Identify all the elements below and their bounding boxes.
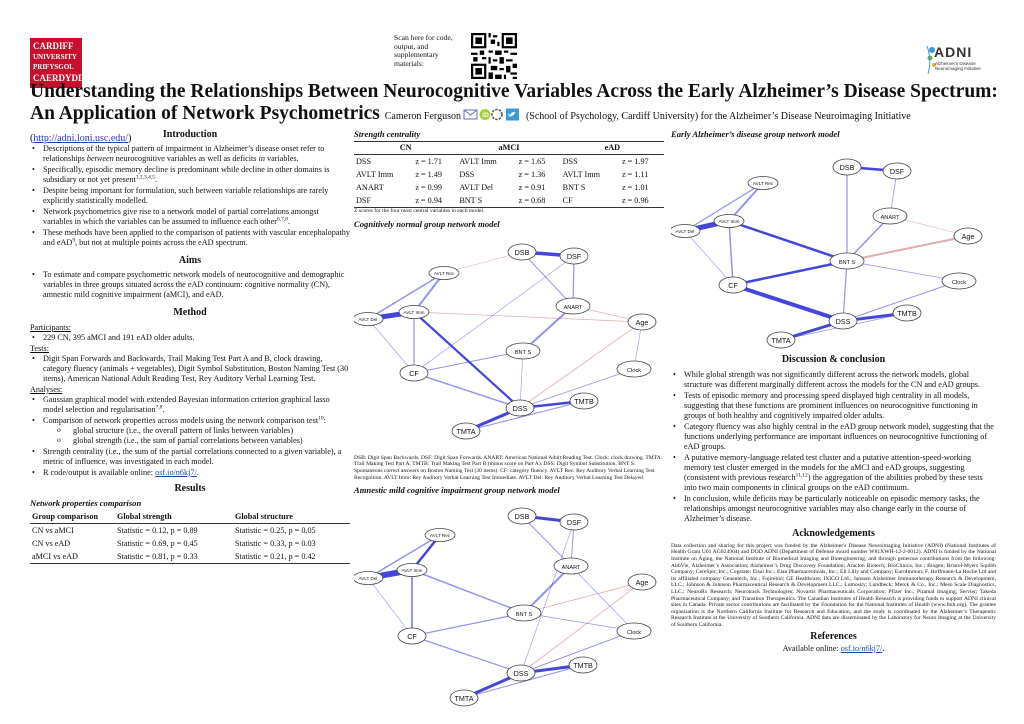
network-edge (412, 636, 521, 673)
network-edge (733, 261, 847, 285)
network-edge (685, 231, 733, 285)
list-item: • Specifically, episodic memory decline is predominant while decline in other domains is subsidiary or not yet present$^{1,2,3,4,5}$. (30, 165, 350, 185)
network-node-label: AVLT Del (358, 575, 378, 581)
poster-title: Understanding the Relationships Between Neurocognitive Variables Across the Early Alzheimer’s Disease Spectrum: An Application of Network Psychometrics Cameron Ferguson iD (School of Psychology, Cardiff University) for the Alzheimer’s Disease Neuroimaging Initiative (http://adni.loni.usc.edu/) (30, 81, 998, 144)
network-node-label: TMTB (897, 309, 917, 319)
network-node-label: CF (409, 368, 419, 378)
network-edge (414, 351, 523, 373)
network-node-label: Age (961, 232, 975, 242)
network-edge (843, 261, 847, 321)
osf-link[interactable]: osf.io/n6kj7/ (155, 467, 197, 477)
ead-network-graph (671, 141, 993, 349)
network-node-label: DSB (514, 247, 530, 257)
column-header: Global strength (115, 510, 233, 524)
network-properties-title: Network properties comparison (30, 497, 142, 508)
list-item: • Gaussian graphical model with extended Bayesian information criterion graphical lasso model selection and regularisation$^{7,8}$. (30, 395, 350, 415)
cardiff-university-logo: CARDIFF UNIVERSITY PRIFYSGOL CAERDYDD (30, 38, 82, 88)
svg-text:iD: iD (482, 112, 490, 120)
list-item: • While global strength was not significantly different across the network models, global structure was different marginally different across the models for the CN and eAD groups. (671, 370, 996, 390)
network-node-label: AVLT Del (358, 316, 378, 322)
network-node-label: DSS (512, 403, 528, 413)
network-node-label: ANART (563, 304, 583, 311)
twitter-icon[interactable] (506, 109, 519, 121)
email-icon[interactable] (464, 110, 477, 119)
column-header: Global structure (233, 510, 350, 524)
references-heading: References (810, 630, 857, 642)
list-item: o global structure (i.e., the overall pattern of links between variables) (43, 426, 350, 436)
network-node-label: AVLT Rec (752, 181, 774, 187)
table-row: ANART z = 0.99 AVLT Del z = 0.91 BNT S z = 1.01 (356, 182, 649, 192)
network-edge (368, 578, 412, 636)
amci-network-graph (354, 498, 659, 718)
network-node-label: Age (635, 577, 649, 587)
network-node-label: BNT S (514, 349, 532, 356)
list-item: • R code/output is available online: osf.io/n6kj7/. (30, 468, 350, 478)
network-edge (847, 261, 959, 281)
network-node-label: ANART (880, 215, 900, 222)
aims-heading: Aims (178, 255, 202, 267)
network-node-label: TMTA (456, 426, 476, 436)
adni-logo: ADNI Alzheimer's Disease Neuroimaging Initiative (926, 40, 996, 82)
strength-note: Z scores for the four most central variables in each model. (354, 208, 485, 215)
list-item: • To estimate and compare psychometric network models of neurocognitive and demographic variables in three groups situated across the eAD continuum: cognitive normality (CN), amnestic mild cognitive impairment (aMCI), and eAD. (30, 270, 350, 300)
network-node-label: AVLT Rec (429, 532, 451, 538)
network-node-label: TMTB (573, 660, 593, 670)
table-row: DSS z = 1.71 AVLT Imm z = 1.65 DSS z = 1.97 (356, 156, 649, 166)
network-node-label: CF (407, 631, 417, 641)
network-node-label: DSB (839, 163, 855, 173)
results-heading: Results (174, 482, 206, 494)
network-node-label: BNT S (515, 611, 533, 618)
network-node-label: DSF (566, 251, 582, 261)
strength-centrality-table (354, 141, 664, 208)
acknowledgements-text: Data collection and sharing for this project was funded by the Alzheimer's Disease Neuroimaging Initiative (ADNI) (National Institutes of Health Grant U01 AG024904) and DOD ADNI (Department of Defense award number W81XWH-12-2-0012). ADNI is funded by the National Institute on Aging, the National Institute of Biomedical Imaging and Bioengineering, and through generous contributions from the following: AbbVie, Alzheimer’s Association; Alzheimer’s Drug Discovery Foundation; Araclon Biotech; BioClinica, Inc.; Biogen; Bristol-Myers Squibb Company; CereSpir, Inc.; Cogstate; Eisai Inc.; Elan Pharmaceuticals, Inc.; Eli Lilly and Company; EuroImmun; F. Hoffmann-La Roche Ltd and its affiliated company Genentech, Inc.; Fujirebio; GE Healthcare; IXICO Ltd.; Janssen Alzheimer Immunotherapy Research & Development, LLC.; Johnson & Johnson Pharmaceutical Research & Development LLC.; Lumosity; Lundbeck; Merck & Co., Inc.; Meso Scale Diagnostics, LLC.; NeuroRx Research; Neurotrack Technologies; Novartis Pharmaceuticals Corporation; Pfizer Inc.; Piramal Imaging; Servier; Takeda Pharmaceutical Company; and Transition Therapeutics. The Canadian Institutes of Health Research is providing funds to support ADNI clinical sites in Canada. Private sector contributions are facilitated by the Foundation for the National Institutes of Health (www.fnih.org). The grantee organization is the Northern California Institute for Research and Education, and the study is coordinated by the Alzheimer’s Therapeutic Research Institute at the University of Southern California. ADNI data are disseminated by the Laboratory for Neuro Imaging at the University of Southern California. (671, 542, 996, 628)
list-item: • Digit Span Forwards and Backwards, Trail Making Test Part A and B, clock drawing, category fluency (animals + vegetables), Digit Symbol Substitution, Boston Naming Test (30 items), American National Adult Reading Test, Rey Auditory Verbal Learning Test. (30, 354, 350, 384)
qr-code-icon[interactable] (471, 33, 517, 79)
abbreviations-note: DSB: Digit Span Backwards. DSF: Digit Span Forwards. ANART: American National Adult Reading Test. Clock: clock drawing. TMTA: Trail Making Test Part A. TMTB: Trail Making Test Part B (minus score on Part A). DSS: Digit Symbol Substitution. BNT S: Spontaneous correct answers on Boston Naming Test (30 items). CF: category fluency. AVLT Rec: Rey Auditory Verbal Learning Test Recognition. AVLT Imm: Rey Auditory Verbal Learning Test Immediate. AVLT Del: Rey Auditory Verbal Learning Test Delayed. (354, 454, 663, 481)
network-node-label: ANART (561, 564, 581, 571)
middle-column (354, 129, 664, 721)
adni-website-link[interactable]: http://adni.loni.usc.edu/ (33, 132, 129, 144)
network-properties-table (30, 510, 350, 564)
list-item: o global strength (i.e., the sum of partial correlations between variables) (43, 436, 350, 446)
right-column (671, 129, 996, 654)
author-icons (463, 108, 523, 124)
network-node-label: Clock (627, 629, 641, 636)
network-edge (524, 582, 642, 613)
table-row: AVLT Imm z = 1.49 DSS z = 1.36 AVLT Imm z = 1.11 (356, 169, 649, 179)
network-node-label: DSS (513, 668, 529, 678)
strength-centrality-title: Strength centrality (354, 129, 421, 139)
network-node-label: AVLT Rec (433, 270, 455, 276)
column-header: Group comparison (30, 510, 115, 524)
network-node-label: BNT S (838, 260, 856, 267)
network-node-label: AVLT Imm (718, 219, 740, 225)
network-edge (847, 236, 968, 261)
network-node-label: TMTA (771, 336, 791, 346)
cn-network-title: Cognitively normal group network model (354, 219, 500, 230)
network-node-label: Clock (627, 367, 641, 374)
orcid-icon[interactable] (480, 109, 491, 120)
list-item: • Comparison of network properties across models using the network comparison test$^{10}$: o global structure (i.e., the overall pattern of links between variables) o global strength (i.e., the sum of partial correlations between variables) (30, 416, 350, 446)
osf-icon[interactable] (492, 110, 502, 120)
network-edge (729, 221, 733, 285)
network-edge (733, 285, 843, 321)
aims-list (30, 270, 350, 300)
list-item: • Category fluency was also highly central in the eAD group network model, suggesting that the functions underlying performance are important influences on neurocognitive functioning of eAD groups. (671, 422, 996, 452)
table-row: DSF z = 0.94 BNT S z = 0.68 CF z = 0.96 (354, 194, 664, 208)
tests-list (30, 354, 350, 384)
analyses-list (30, 395, 350, 478)
list-item: • Network psychometrics give rise to a network model of partial correlations amongst variables in which the variables can be assumed to influence each other$^{6,7,8}$. (30, 207, 350, 227)
qr-note: Scan here for code, output, and supplementary materials: (394, 33, 453, 69)
network-node-label: Clock (952, 280, 966, 287)
list-item: • Despite being important for formulation, such between variable relationships are rarely explicitly statistically modelled. (30, 186, 350, 206)
ead-network-title: Early Alzheimer’s disease group network model (671, 129, 840, 139)
discussion-list (671, 370, 996, 524)
network-node-label: DSS (835, 317, 851, 327)
network-node-label: AVLT Imm (401, 567, 423, 573)
network-edge (368, 319, 414, 373)
network-edge (414, 312, 520, 408)
list-item: • In conclusion, while deficits may be particularly noticeable on episodic memory tasks, the relationships amongst neurocognitive variables may also change early in the course of Alzheimer’s disease. (671, 494, 996, 524)
network-node-label: DSF (889, 167, 905, 177)
analyses-label: Analyses: (30, 384, 63, 394)
list-item: • Descriptions of the typical pattern of impairment in Alzheimer’s disease onset refer to relationships between neurocognitive variables as well as deficits in variables. (30, 144, 350, 164)
introduction-list (30, 144, 350, 248)
list-item: • 229 CN, 395 aMCI and 191 eAD older adults. (30, 333, 350, 343)
introduction-heading: Introduction (162, 129, 218, 140)
affiliation: (School of Psychology, Cardiff University) for the Alzheimer’s Disease Neuroimaging Initiative ( (30, 110, 911, 144)
acknowledgements-heading: Acknowledgements (792, 527, 875, 539)
cn-network-graph (354, 232, 659, 450)
column-header: eAD (561, 142, 664, 155)
network-edge (729, 221, 847, 261)
left-column (30, 129, 350, 564)
network-node-label: DSB (514, 511, 530, 521)
references-osf-link[interactable]: osf.io/n6kj7/ (840, 643, 883, 653)
column-header: aMCI (457, 142, 560, 155)
participants-list (30, 333, 350, 343)
method-heading: Method (173, 307, 207, 319)
list-item: • Strength centrality (i.e., the sum of the partial correlations connected to a given variable), a metric of influence, was investigated in each model. (30, 447, 350, 467)
tests-label: Tests: (30, 343, 49, 353)
network-edge (520, 351, 523, 408)
table-row: CN vs aMCI Statistic = 0.12, p = 0.89 Statistic = 0.25, p = 0.05 (32, 525, 316, 535)
sub-list (43, 426, 350, 446)
list-item: • Tests of episodic memory and processing speed displayed high centrality in all models, suggesting that these functions are prominent influences on neurocognitive functioning in groups of both healthy and cognitively impaired older adults. (671, 391, 996, 421)
list-item: • A putative memory-language related test cluster and a putative attention-speed-working memory test cluster emerged in the models for the aMCI and eAD groups, suggesting (consistent with previous research$^{11,12}$) the aggregation of the abilities probed by these tests into two main components in clinical groups on the eAD continuum. (671, 453, 996, 493)
author-line: Cameron Ferguson iD (School of Psychology, Cardiff University) for the Alzheimer’s Disease Neuroimaging Initiative (http://adni.loni.usc.edu/) (30, 111, 911, 144)
network-edge (414, 312, 642, 322)
network-node-label: AVLT Imm (403, 309, 425, 315)
table-row: aMCI vs eAD Statistic = 0.81, p = 0.33 Statistic = 0.21, p = 0.42 (30, 550, 350, 564)
network-edge (521, 522, 574, 673)
network-edge (414, 373, 520, 408)
table-row: CN vs eAD Statistic = 0.69, p = 0.45 Statistic = 0.33, p = 0.03 (32, 538, 316, 548)
discussion-heading: Discussion & conclusion (781, 354, 886, 366)
network-node-label: TMTA (454, 693, 474, 703)
network-node-label: AVLT Del (675, 229, 695, 235)
column-header: CN (354, 142, 457, 155)
participants-label: Participants: (30, 322, 71, 332)
network-edge (412, 613, 524, 636)
list-item: • These methods have been applied to the comparison of patients with vascular encephalopathy and eAD$^9$, but not at multiple points across the eAD spectrum. (30, 228, 350, 248)
references-text: Available online: osf.io/n6kj7/. (782, 643, 885, 653)
network-edge (412, 570, 524, 613)
network-node-label: TMTB (574, 396, 594, 406)
network-node-label: CF (728, 281, 738, 291)
amci-network-title: Amnestic mild cognitive impairment group network model (354, 485, 560, 496)
network-node-label: DSF (566, 517, 582, 527)
author-name: Cameron Ferguson (384, 110, 461, 122)
network-node-label: Age (635, 317, 649, 327)
